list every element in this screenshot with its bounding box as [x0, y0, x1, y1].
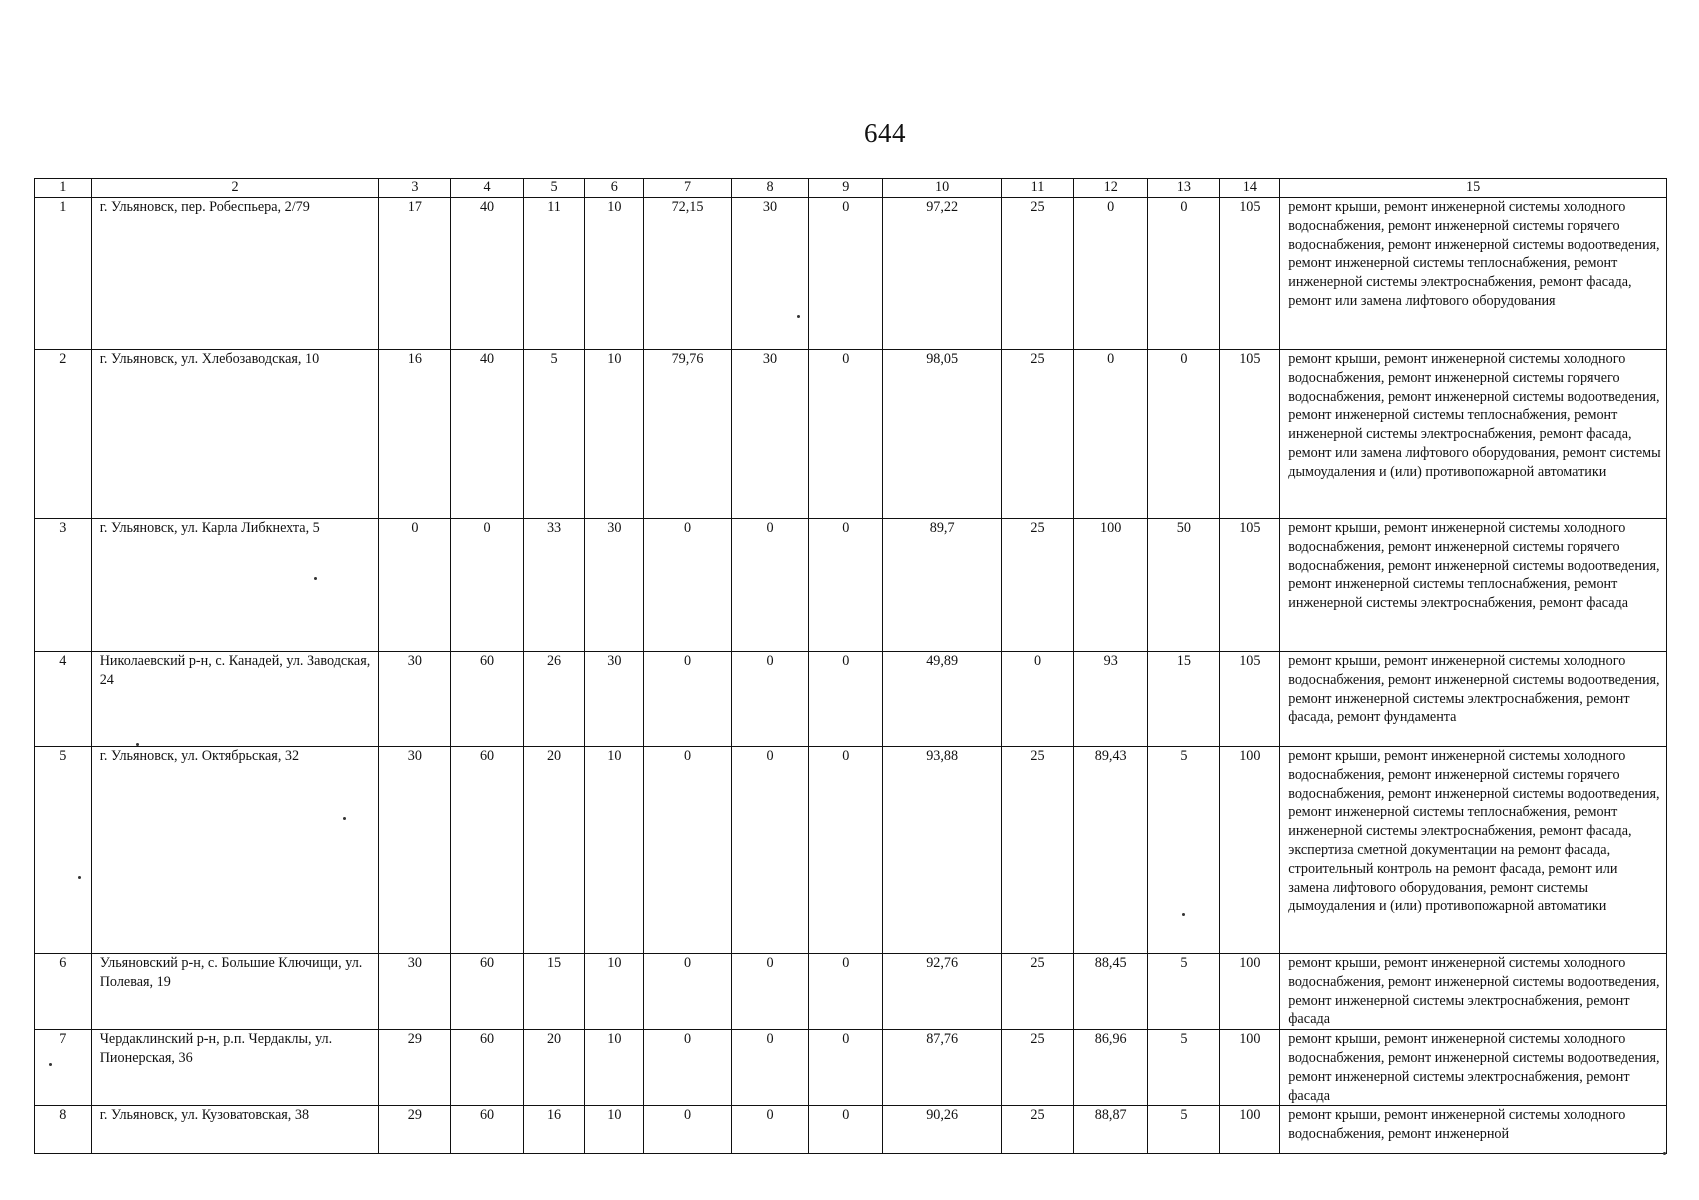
value-cell-col-14: 100: [1220, 954, 1280, 1030]
value-cell-col-5: 33: [523, 519, 585, 652]
column-header: 12: [1074, 179, 1148, 198]
address-cell: г. Ульяновск, ул. Хлебозаводская, 10: [91, 350, 379, 519]
row-number-cell: 2: [35, 350, 92, 519]
value-cell-col-7: 0: [644, 652, 732, 747]
works-list-cell: ремонт крыши, ремонт инженерной системы холодного водоснабжения, ремонт инженерной системы водоотведения, ремонт инженерной системы электроснабжения, ремонт фасада: [1280, 954, 1667, 1030]
value-cell-col-12: 88,45: [1074, 954, 1148, 1030]
value-cell-col-7: 79,76: [644, 350, 732, 519]
value-cell-col-12: 0: [1074, 350, 1148, 519]
value-cell-col-10: 97,22: [883, 198, 1002, 350]
value-cell-col-4: 60: [451, 954, 523, 1030]
value-cell-col-12: 93: [1074, 652, 1148, 747]
value-cell-col-6: 10: [585, 1030, 644, 1106]
works-list-cell: ремонт крыши, ремонт инженерной системы холодного водоснабжения, ремонт инженерной системы водоотведения, ремонт инженерной системы электроснабжения, ремонт фасада: [1280, 1030, 1667, 1106]
table-row: [35, 652, 1667, 747]
value-cell-col-9: 0: [809, 1030, 883, 1106]
value-cell-col-8: 0: [731, 1106, 808, 1154]
works-list-cell: ремонт крыши, ремонт инженерной системы холодного водоснабжения, ремонт инженерной системы горячего водоснабжения, ремонт инженерной системы водоотведения, ремонт инженерной системы теплоснабжения, ремонт инженерной системы электроснабжения, ремонт фасада, ремонт или замена лифтового оборудования, ремонт системы дымоудаления и (или) противопожарной автоматики: [1280, 350, 1667, 519]
scan-speck: [1182, 913, 1185, 916]
value-cell-col-10: 90,26: [883, 1106, 1002, 1154]
scan-speck: [797, 315, 800, 318]
works-list-cell: ремонт крыши, ремонт инженерной системы холодного водоснабжения, ремонт инженерной системы водоотведения, ремонт инженерной системы электроснабжения, ремонт фасада, ремонт фундамента: [1280, 652, 1667, 747]
value-cell-col-10: 49,89: [883, 652, 1002, 747]
value-cell-col-3: 29: [379, 1106, 451, 1154]
column-header: 9: [809, 179, 883, 198]
value-cell-col-8: 30: [731, 350, 808, 519]
value-cell-col-11: 25: [1001, 350, 1073, 519]
row-number-cell: 3: [35, 519, 92, 652]
value-cell-col-3: 17: [379, 198, 451, 350]
value-cell-col-3: 30: [379, 954, 451, 1030]
table-row: [35, 747, 1667, 954]
value-cell-col-7: 0: [644, 1030, 732, 1106]
value-cell-col-13: 0: [1148, 350, 1220, 519]
row-number-cell: 5: [35, 747, 92, 954]
address-cell: Чердаклинский р-н, р.п. Чердаклы, ул. Пионерская, 36: [91, 1030, 379, 1106]
value-cell-col-5: 15: [523, 954, 585, 1030]
row-number-cell: 6: [35, 954, 92, 1030]
value-cell-col-6: 30: [585, 519, 644, 652]
value-cell-col-14: 100: [1220, 1106, 1280, 1154]
value-cell-col-9: 0: [809, 519, 883, 652]
value-cell-col-6: 10: [585, 747, 644, 954]
value-cell-col-11: 25: [1001, 747, 1073, 954]
address-cell: Николаевский р-н, с. Канадей, ул. Заводская, 24: [91, 652, 379, 747]
value-cell-col-5: 11: [523, 198, 585, 350]
value-cell-col-10: 89,7: [883, 519, 1002, 652]
column-header: 14: [1220, 179, 1280, 198]
value-cell-col-12: 0: [1074, 198, 1148, 350]
value-cell-col-7: 0: [644, 519, 732, 652]
table-row: [35, 1106, 1667, 1154]
column-header: 4: [451, 179, 523, 198]
column-header: 3: [379, 179, 451, 198]
value-cell-col-4: 60: [451, 1106, 523, 1154]
value-cell-col-3: 29: [379, 1030, 451, 1106]
value-cell-col-10: 92,76: [883, 954, 1002, 1030]
works-list-cell: ремонт крыши, ремонт инженерной системы холодного водоснабжения, ремонт инженерной системы горячего водоснабжения, ремонт инженерной системы водоотведения, ремонт инженерной системы теплоснабжения, ремонт инженерной системы электроснабжения, ремонт фасада: [1280, 519, 1667, 652]
value-cell-col-8: 0: [731, 954, 808, 1030]
value-cell-col-11: 25: [1001, 954, 1073, 1030]
value-cell-col-13: 5: [1148, 954, 1220, 1030]
scan-speck: [314, 577, 317, 580]
value-cell-col-4: 0: [451, 519, 523, 652]
value-cell-col-6: 10: [585, 1106, 644, 1154]
row-number-cell: 8: [35, 1106, 92, 1154]
value-cell-col-12: 86,96: [1074, 1030, 1148, 1106]
address-cell: г. Ульяновск, пер. Робеспьера, 2/79: [91, 198, 379, 350]
value-cell-col-11: 25: [1001, 198, 1073, 350]
value-cell-col-9: 0: [809, 1106, 883, 1154]
value-cell-col-3: 16: [379, 350, 451, 519]
value-cell-col-13: 5: [1148, 747, 1220, 954]
scan-speck: [136, 743, 139, 746]
address-cell: Ульяновский р-н, с. Большие Ключищи, ул. Полевая, 19: [91, 954, 379, 1030]
value-cell-col-5: 20: [523, 747, 585, 954]
value-cell-col-5: 26: [523, 652, 585, 747]
value-cell-col-8: 30: [731, 198, 808, 350]
value-cell-col-11: 25: [1001, 519, 1073, 652]
column-header: 8: [731, 179, 808, 198]
value-cell-col-13: 0: [1148, 198, 1220, 350]
value-cell-col-11: 0: [1001, 652, 1073, 747]
column-number-row: [35, 179, 1667, 198]
value-cell-col-3: 0: [379, 519, 451, 652]
works-list-cell: ремонт крыши, ремонт инженерной системы холодного водоснабжения, ремонт инженерной системы горячего водоснабжения, ремонт инженерной системы водоотведения, ремонт инженерной системы теплоснабжения, ремонт инженерной системы электроснабжения, ремонт фасада, экспертиза сметной документации на ремонт фасада, строительный контроль на ремонт фасада, ремонт или замена лифтового оборудования, ремонт системы дымоудаления и (или) противопожарной автоматики: [1280, 747, 1667, 954]
value-cell-col-4: 40: [451, 350, 523, 519]
housing-repair-table: [34, 178, 1667, 1154]
value-cell-col-5: 16: [523, 1106, 585, 1154]
value-cell-col-14: 105: [1220, 198, 1280, 350]
value-cell-col-3: 30: [379, 652, 451, 747]
value-cell-col-14: 100: [1220, 1030, 1280, 1106]
value-cell-col-10: 98,05: [883, 350, 1002, 519]
table-row: [35, 954, 1667, 1030]
value-cell-col-6: 30: [585, 652, 644, 747]
scan-speck: [49, 1063, 52, 1066]
value-cell-col-9: 0: [809, 954, 883, 1030]
value-cell-col-6: 10: [585, 350, 644, 519]
value-cell-col-9: 0: [809, 747, 883, 954]
value-cell-col-6: 10: [585, 198, 644, 350]
column-header: 2: [91, 179, 379, 198]
address-cell: г. Ульяновск, ул. Кузоватовская, 38: [91, 1106, 379, 1154]
value-cell-col-8: 0: [731, 747, 808, 954]
row-number-cell: 4: [35, 652, 92, 747]
value-cell-col-12: 100: [1074, 519, 1148, 652]
value-cell-col-9: 0: [809, 198, 883, 350]
value-cell-col-13: 5: [1148, 1030, 1220, 1106]
value-cell-col-4: 60: [451, 1030, 523, 1106]
value-cell-col-11: 25: [1001, 1106, 1073, 1154]
value-cell-col-5: 5: [523, 350, 585, 519]
table-row: [35, 350, 1667, 519]
table-row: [35, 519, 1667, 652]
works-list-cell: ремонт крыши, ремонт инженерной системы холодного водоснабжения, ремонт инженерной: [1280, 1106, 1667, 1154]
value-cell-col-3: 30: [379, 747, 451, 954]
column-header: 5: [523, 179, 585, 198]
value-cell-col-8: 0: [731, 1030, 808, 1106]
value-cell-col-7: 0: [644, 954, 732, 1030]
works-list-cell: ремонт крыши, ремонт инженерной системы холодного водоснабжения, ремонт инженерной системы горячего водоснабжения, ремонт инженерной системы водоотведения, ремонт инженерной системы теплоснабжения, ремонт инженерной системы электроснабжения, ремонт фасада, ремонт или замена лифтового оборудования: [1280, 198, 1667, 350]
value-cell-col-14: 105: [1220, 350, 1280, 519]
value-cell-col-8: 0: [731, 652, 808, 747]
value-cell-col-5: 20: [523, 1030, 585, 1106]
value-cell-col-14: 105: [1220, 652, 1280, 747]
page-number: 644: [864, 118, 906, 148]
value-cell-col-13: 15: [1148, 652, 1220, 747]
column-header: 13: [1148, 179, 1220, 198]
value-cell-col-4: 60: [451, 652, 523, 747]
value-cell-col-10: 87,76: [883, 1030, 1002, 1106]
value-cell-col-12: 89,43: [1074, 747, 1148, 954]
column-header: 1: [35, 179, 92, 198]
table-row: [35, 198, 1667, 350]
column-header: 10: [883, 179, 1002, 198]
value-cell-col-14: 105: [1220, 519, 1280, 652]
value-cell-col-11: 25: [1001, 1030, 1073, 1106]
value-cell-col-4: 60: [451, 747, 523, 954]
value-cell-col-9: 0: [809, 350, 883, 519]
column-header: 11: [1001, 179, 1073, 198]
row-number-cell: 1: [35, 198, 92, 350]
scan-speck: [1663, 1152, 1666, 1155]
address-cell: г. Ульяновск, ул. Октябрьская, 32: [91, 747, 379, 954]
column-header: 7: [644, 179, 732, 198]
value-cell-col-10: 93,88: [883, 747, 1002, 954]
value-cell-col-9: 0: [809, 652, 883, 747]
value-cell-col-13: 5: [1148, 1106, 1220, 1154]
address-cell: г. Ульяновск, ул. Карла Либкнехта, 5: [91, 519, 379, 652]
column-header: 15: [1280, 179, 1667, 198]
scan-speck: [78, 876, 81, 879]
column-header: 6: [585, 179, 644, 198]
value-cell-col-4: 40: [451, 198, 523, 350]
value-cell-col-8: 0: [731, 519, 808, 652]
scan-speck: [343, 817, 346, 820]
value-cell-col-12: 88,87: [1074, 1106, 1148, 1154]
value-cell-col-6: 10: [585, 954, 644, 1030]
value-cell-col-7: 0: [644, 1106, 732, 1154]
value-cell-col-7: 72,15: [644, 198, 732, 350]
value-cell-col-13: 50: [1148, 519, 1220, 652]
value-cell-col-14: 100: [1220, 747, 1280, 954]
value-cell-col-7: 0: [644, 747, 732, 954]
row-number-cell: 7: [35, 1030, 92, 1106]
table-row: [35, 1030, 1667, 1106]
